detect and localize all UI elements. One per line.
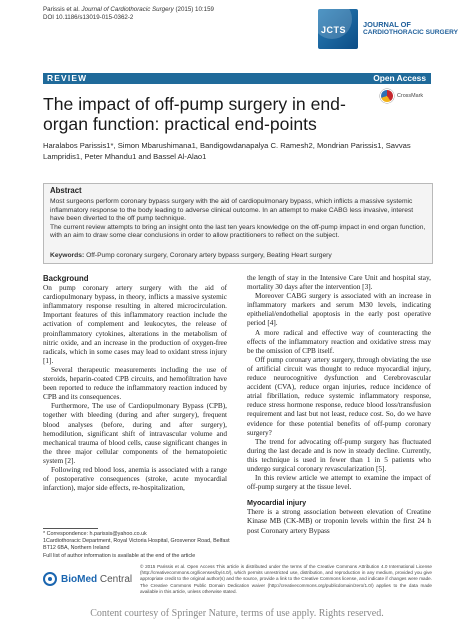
keywords-text: Off-Pump coronary surgery, Coronary artery bypass surgery, Beating Heart surgery [86, 252, 332, 259]
abstract-paragraph-1: Most surgeons perform coronary bypass surgery with the aid of cardiopulmonary bypass, which inflicts a massive systemic inflammatory response to the body leading to adverse clinical outcome. In an attempt to make CABG less invasive, interest have been diverted to the off pump technique. [50, 198, 414, 223]
crossmark-label: CrossMark [397, 93, 424, 99]
body-paragraph: The trend for advocating off-pump surgery has fluctuated during the last decade and is now in steady decline. Currently, this technique is used in fewer than 1 in 5 patients who undergo surgical coronary revascularization [5]. [247, 437, 431, 473]
crossmark-icon [380, 89, 394, 103]
citation-doi[interactable]: DOI 10.1186/s13019-015-0362-2 [43, 14, 134, 21]
biomed-central-wordmark [61, 574, 132, 585]
biomed-central-icon [43, 572, 57, 586]
citation-header [43, 6, 214, 22]
abstract-paragraph-2: The current review attempts to bring an insight onto the last ten years knowledge on the off-pump impact in end organ function, with an aim to draw some clear conclusions in order to allow practitioners to reflect on the subject. [50, 223, 426, 240]
author-info-footnote: Full list of author information is available at the end of the article [43, 552, 196, 559]
affiliation-footnote: 1Cardiothoracic Department, Royal Victoria Hospital, Grosvenor Road, Belfast BT12 6BA, Northern Ireland [43, 538, 230, 552]
body-paragraph: On pump coronary artery surgery with the aid of cardiopulmonary bypass, in theory, inflicts a massive systemic inflammatory response resulting in altered microcirculation. Important features of this inflammatory reaction include the activation of complement and leukocytes, the release of proinflammatory cytokines, alterations in the metabolism of nitric oxide, and an increase in the production of oxygen-free radicals, which in some cases may lead to oxidant stress injury [1]. [43, 284, 227, 365]
courtesy-notice: Content courtesy of Springer Nature, terms of use apply. Rights reserved. [90, 608, 384, 619]
body-paragraph: Following red blood loss, anemia is associated with a range of postoperative consequences (stroke, acute myocardial infarction), major side effects, re-hospitalization, [43, 465, 227, 493]
journal-name-line1: JOURNAL OF [363, 20, 411, 29]
crossmark-badge[interactable] [380, 89, 423, 103]
keywords-line [50, 252, 426, 259]
journal-name [363, 21, 458, 37]
abstract-text [50, 198, 426, 241]
body-paragraph: Furthermore, The use of Cardiopulmonary Bypass (CPB), together with bleeding (during and after surgery), frequent blood analyses (before, during and after surgery), hemodilution, significant shift of intravascular volume and mechanical trauma of blood cells, cause significant changes in the three major cellular components of the hematopoietic system [2]. [43, 402, 227, 465]
body-paragraph: the length of stay in the Intensive Care Unit and hospital stay, mortality 30 days after the intervention [3]. [247, 274, 431, 292]
article-title: The impact of off-pump surgery in end-organ function: practical end-points [43, 94, 346, 134]
correspondence-footnote[interactable]: * Correspondence: h.parissis@yahoo.co.uk [43, 531, 147, 537]
background-heading: Background [43, 274, 89, 283]
citation-volume: (2015) 10:159 [175, 6, 214, 13]
jcts-logo-text: JCTS [321, 25, 347, 35]
biomed-central-sub: Central [97, 573, 133, 585]
body-paragraph: A more radical and effective way of counteracting the effects of the inflammatory reaction and oxidative stress may be the omission of CPB itself. [247, 328, 431, 355]
body-paragraph: There is a strong association between elevation of Creatine Kinase MB (CK-MB) or troponin levels within the first 24 h post Coronary artery Bypass [247, 508, 431, 535]
body-paragraph: Off pump coronary artery surgery, through obviating the use of artificial circuit was thought to reduce myocardial injury, reduce neurocognitive dysfunction and Cerebrovascular accident (CVA), reduce organ injuries, reduce incidence of atrial fibrillation, reduce systemic inflammatory response, reduce stress hormone response, reduce blood loss/transfusion requirement and last but not least, reduce cost. So, do we have evidence for these potential benefits of off-pump coronary surgery? [247, 355, 431, 437]
body-paragraph: Several therapeutic measurements including the use of steroids, heparin-coated CPB circuits, and hemofiltration have been reported to reduce the inflammatory reaction induced by CPB and its consequences. [43, 365, 227, 402]
biomed-central-main: BioMed [61, 573, 98, 585]
myocardial-injury-heading: Myocardial injury [247, 498, 307, 508]
footnotes [43, 531, 233, 560]
section-bar [43, 73, 431, 84]
author-list: Haralabos Parissis1*, Simon Mbarushimana1, Bandigowdanapalya C. Ramesh2, Mondrian Parissis1, Savvas Lampridis1, Peter Mhandu1 and Bassel Al-Alao1 [43, 141, 411, 161]
body-column-right [247, 274, 431, 536]
body-column-left [43, 274, 227, 493]
abstract-box [43, 183, 433, 264]
biomed-central-logo[interactable] [43, 572, 132, 586]
citation-authors: Parissis et al. [43, 6, 80, 13]
body-paragraph: In this review article we attempt to examine the impact of off-pump surgery at the tissue level. [247, 474, 431, 492]
journal-logo[interactable] [318, 9, 458, 49]
keywords-label: Keywords: [50, 252, 85, 259]
body-paragraph: Moreover CABG surgery is associated with an increase in inflammatory markers and serum M30 levels, indicating epithelial/endothelial apoptosis in the early post operative period [4]. [247, 292, 431, 328]
abstract-heading: Abstract [50, 186, 82, 195]
license-text: © 2015 Parissis et al. Open Access This article is distributed under the terms of the Creative Commons Attribution 4.0 International License (http://creativecommons.org/licenses/by/4.0/), which permits unrestricted use, distribution, and reproduction in any medium, provided you give appropriate credit to the original author(s) and the source, provide a link to the Creative Commons license, and indicate if changes were made. The Creative Commons Public Domain Dedication waiver (http://creativecommons.org/publicdomain/zero/1.0/) applies to the data made available in this article, unless otherwise stated. [140, 564, 432, 594]
footnote-divider [43, 528, 98, 529]
jcts-logo-icon [318, 9, 358, 49]
journal-name-line2: CARDIOTHORACIC SURGERY [363, 29, 459, 36]
open-access-label: Open Access [373, 73, 426, 83]
citation-journal: Journal of Cardiothoracic Surgery [81, 6, 174, 13]
article-type-label: REVIEW [47, 73, 88, 83]
